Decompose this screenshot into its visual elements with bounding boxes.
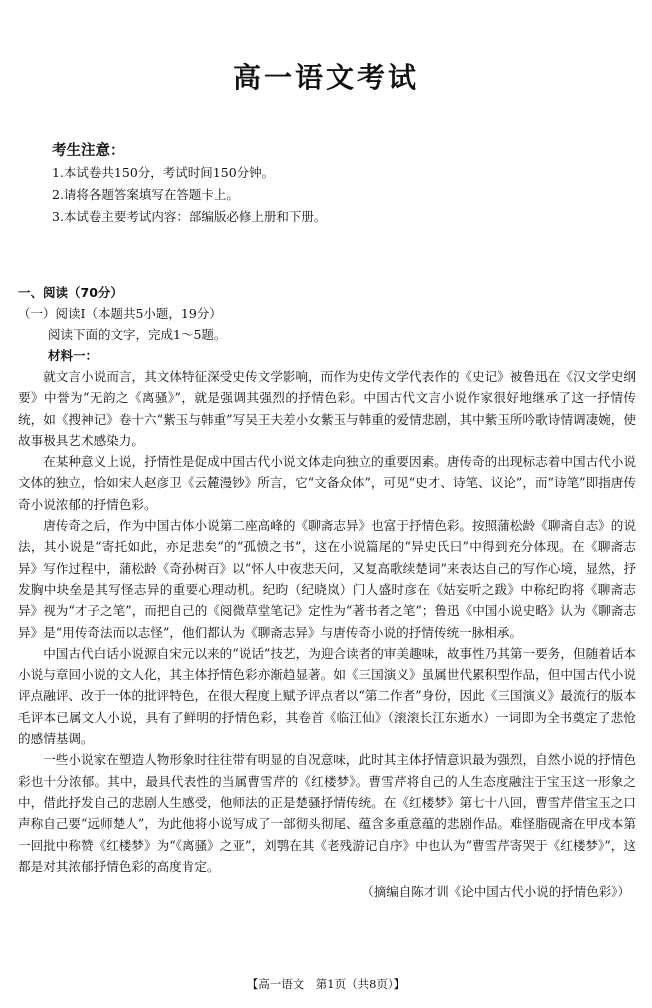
passage-paragraph: 一些小说家在塑造人物形象时往往带有明显的自况意味，此时其主体抒情意识最为强烈，自然小说的抒情色彩也十分浓郁。其中，最具代表性的当属曹雪芹的《红楼梦》。曹雪芹将自己的人生态度融注于宝玉这一形象之中，借此抒发自己的悲剧人生感受，他师法的正是楚骚抒情传统。在《红楼梦》第七十八回，曹雪芹借宝玉之口声称自己要“远师楚人”，为此他将小说写成了一部彻头彻尾、蕴含多重意蕴的悲剧作品。难怪脂砚斋在甲戌本第一回批中称赞《红楼梦》为“《离骚》之亚”，刘鹗在其《老残游记自序》中也认为“曹雪芹寄哭于《红楼梦》”，这都是对其浓郁抒情色彩的高度肯定。 xyxy=(18,752,636,874)
passage-paragraph: 在某种意义上说，抒情性是促成中国古代小说文体走向独立的重要因素。唐传奇的出现标志着中国古代小说文体的独立，恰如宋人赵彦卫《云麓漫钞》所言，它“文备众体”，可见“史才、诗笔、议论”，而“诗笔”即指唐传奇小说浓郁的抒情色彩。 xyxy=(18,454,636,512)
subsection-heading: （一）阅读Ⅰ（本题共5小题，19分） xyxy=(18,306,222,321)
notice-block xyxy=(52,140,612,228)
exam-title: 高一语文考试 xyxy=(232,61,419,94)
notice-item: 3.本试卷主要考试内容：部编版必修上册和下册。 xyxy=(52,209,327,224)
passage-source: （摘编自陈才训《论中国古代小说的抒情色彩》） xyxy=(361,884,630,900)
section-heading: 一、阅读（70分） xyxy=(18,285,123,300)
passage-paragraph: 唐传奇之后，作为中国古体小说第二座高峰的《聊斋志异》也富于抒情色彩。按照蒲松龄《聊斋自志》的说法，其小说是“寄托如此，亦足悲矣”的“孤愤之书”，这在小说篇尾的“异史氏曰”中得到充分体现。在《聊斋志异》写作过程中，蒲松龄《奇孙树百》以“怀人中夜悲天问，又复高歌续楚词”来表达自己的写作心境，显然，抒发胸中块垒是其写怪志异的重要心理动机。纪昀（纪晓岚）门人盛时彦在《姑妄听之跋》中称纪昀将《聊斋志异》视为“才子之笔”，而把自己的《阅微草堂笔记》定性为“著书者之笔”；鲁迅《中国小说史略》认为《聊斋志异》是“用传奇法而以志怪”，他们都认为《聊斋志异》与唐传奇小说的抒情传统一脉相承。 xyxy=(18,518,636,640)
notice-item: 2.请将各题答案填写在答题卡上。 xyxy=(52,187,239,202)
passage-paragraph: 中国古代白话小说源自宋元以来的“说话”技艺，为迎合读者的审美趣味，故事性乃其第一要务，但随着话本小说与章回小说的文人化，其主体抒情色彩亦渐趋显著。如《三国演义》虽属世代累积型作品，但中国古代小说评点融评、改于一体的批评特色，在很大程度上赋予评点者以“第二作者”身份，因此《三国演义》最流行的版本毛评本已属文人小说，具有了鲜明的抒情色彩，其卷首《临江仙》（滚滚长江东逝水）一词即为全书奠定了悲怆的感情基调。 xyxy=(18,645,636,747)
reading-instruction: 阅读下面的文字，完成1～5题。 xyxy=(48,327,227,342)
page-footer: 【高一语文 第1页（共8页）】 xyxy=(246,977,406,991)
reading-section xyxy=(18,282,636,903)
notice-heading: 考生注意： xyxy=(52,143,125,159)
notice-item: 1.本试卷共150分，考试时间150分钟。 xyxy=(52,165,275,180)
material-label: 材料一： xyxy=(48,348,99,363)
passage-paragraph: 就文言小说而言，其文体特征深受史传文学影响，而作为史传文学代表作的《史记》被鲁迅在《汉文学史纲要》中誉为“无韵之《离骚》”，就是强调其强烈的抒情色彩。中国古代文言小说作家很好地继承了这一抒情传统，如《搜神记》卷十六“紫玉与韩重”写吴王夫差小女紫玉与韩重的爱情悲剧，其中紫玉所吟歌诗情调凄婉，使故事极具艺术感染力。 xyxy=(18,369,636,448)
